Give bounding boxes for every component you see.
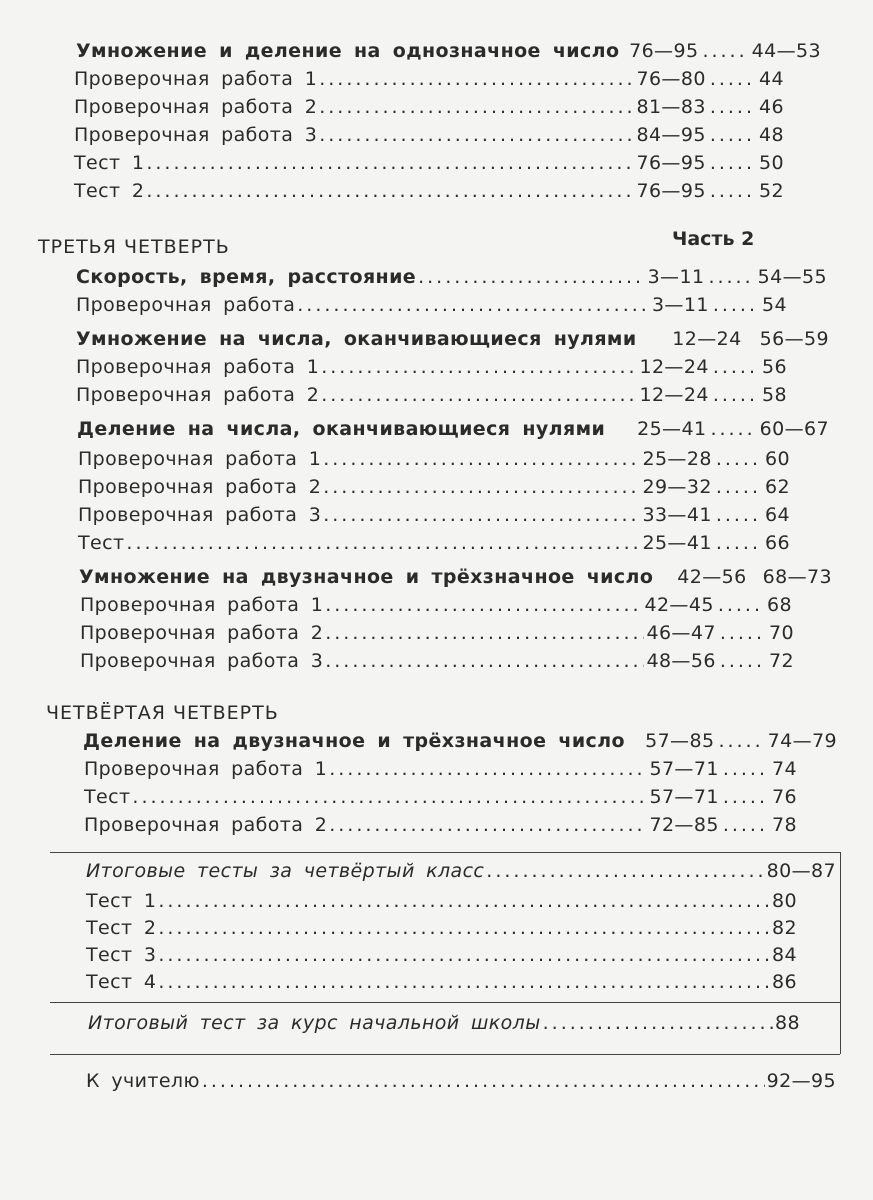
toc-entry: Проверочная работа 3 ..... 84—95 ..... 48 <box>74 124 784 152</box>
toc-entry: Проверочная работа 1 ..... 42—45 ..... 68 <box>80 594 792 622</box>
entry-label: Проверочная работа 2 <box>76 384 320 406</box>
entry-lessons: 44—53 <box>751 40 821 62</box>
quarter-heading: ТРЕТЬЯ ЧЕТВЕРТЬ <box>38 236 230 258</box>
quarter-heading: ЧЕТВЁРТАЯ ЧЕТВЕРТЬ <box>46 702 279 724</box>
toc-entry <box>86 944 797 972</box>
toc-entry-title <box>76 328 829 356</box>
toc-entry <box>86 971 797 999</box>
divider <box>50 852 840 853</box>
entry-label: Тест 1 <box>74 152 145 174</box>
entry-label: Скорость, время, расстояние <box>76 266 417 288</box>
entry-label: Проверочная работа 1 <box>74 68 318 90</box>
toc-entry-title: Умножение и деление на однозначное число 76—95 ..... 44—53 <box>76 40 821 62</box>
entry-label: Проверочная работа 2 <box>74 96 318 118</box>
entry-label: Проверочная работа <box>76 294 296 316</box>
entry-lessons: 74—79 <box>767 730 837 752</box>
entry-lessons: 52 <box>759 180 784 202</box>
entry-pages: 25—41 <box>637 418 707 440</box>
entry-lessons: 84 <box>772 944 797 966</box>
toc-entry-title: Скорость, время, расстояние ..... 3—11 ..... 54—55 <box>76 266 827 294</box>
entry-label: Проверочная работа 3 <box>78 504 322 526</box>
toc-entry-title: Деление на двузначное и трёхзначное число 57—85 ..... 74—79 <box>83 730 837 752</box>
entry-pages: 42—56 <box>677 566 747 588</box>
toc-entry: Проверочная работа 2 ..... 81—83 ..... 46 <box>74 96 784 124</box>
toc-entry: Проверочная работа 2 ..... 12—24 ..... 58 <box>76 384 787 412</box>
entry-lessons: 58 <box>762 384 787 406</box>
entry-label: Тест 4 <box>86 971 157 993</box>
entry-label: Проверочная работа 1 <box>80 594 324 616</box>
toc-entry <box>86 917 797 945</box>
entry-label: Тест <box>84 786 131 808</box>
entry-label: Проверочная работа 1 <box>84 758 328 780</box>
entry-label: Тест 1 <box>86 890 157 912</box>
toc-entry: Проверочная работа 1 ..... 12—24 ..... 56 <box>76 356 787 384</box>
toc-entry: Проверочная работа 1 ..... 57—71 ..... 74 <box>84 758 797 786</box>
toc-entry: Проверочная работа 2 ..... 72—85 ..... 78 <box>84 814 797 842</box>
toc-entry-title: Деление на числа, оканчивающиеся нулями 25—41 ..... 60—67 <box>77 418 829 440</box>
entry-pages: 33—41 <box>642 504 712 526</box>
entry-lessons: 86 <box>772 971 797 993</box>
entry-lessons: 56—59 <box>759 328 829 350</box>
entry-pages: 29—32 <box>642 476 712 498</box>
entry-lessons: 62 <box>765 476 790 498</box>
divider <box>840 1002 841 1054</box>
toc-entry: Тест 2 ..... 76—95 ..... 52 <box>74 180 784 208</box>
toc-entry: Проверочная работа ..... 3—11 ..... 54 <box>76 294 787 322</box>
toc-entry: Проверочная работа 2 ..... 46—47 ..... 70 <box>80 622 794 650</box>
entry-pages: 76—95 <box>636 152 706 174</box>
entry-label: Тест <box>78 532 125 554</box>
entry-label: Проверочная работа 2 <box>80 622 324 644</box>
entry-pages: 3—11 <box>647 266 705 288</box>
entry-pages: 12—24 <box>672 328 742 350</box>
divider <box>840 852 841 1002</box>
entry-label: Тест 2 <box>74 180 145 202</box>
entry-label: Умножение на двузначное и трёхзначное число <box>79 566 654 588</box>
entry-lessons: 68—73 <box>762 566 832 588</box>
toc-entry: Тест ..... 25—41 ..... 66 <box>78 532 790 560</box>
toc-entry: Тест 1 ..... 76—95 ..... 50 <box>74 152 784 180</box>
entry-lessons: 48 <box>759 124 784 146</box>
entry-label: Умножение и деление на однозначное число <box>76 40 620 62</box>
entry-pages: 48—56 <box>646 650 716 672</box>
entry-lessons: 54—55 <box>757 266 827 288</box>
entry-lessons: 82 <box>772 917 797 939</box>
entry-lessons: 64 <box>765 504 790 526</box>
entry-label: Проверочная работа 2 <box>84 814 328 836</box>
entry-label: Проверочная работа 1 <box>76 356 320 378</box>
entry-lessons: 66 <box>765 532 790 554</box>
entry-pages: 12—24 <box>639 356 709 378</box>
entry-pages: 25—28 <box>642 448 712 470</box>
entry-label: Деление на двузначное и трёхзначное число <box>83 730 625 752</box>
entry-lessons: 76 <box>772 786 797 808</box>
entry-pages: 57—85 <box>645 730 715 752</box>
entry-label: Итоговые тесты за четвёртый класс <box>86 860 485 882</box>
toc-entry-title <box>88 1012 800 1040</box>
toc-entry-title <box>86 860 836 888</box>
toc-entry: Проверочная работа 2 ..... 29—32 ..... 62 <box>78 476 790 504</box>
entry-pages: 76—95 <box>636 180 706 202</box>
entry-lessons: 60—67 <box>759 418 829 440</box>
entry-pages: 57—71 <box>649 786 719 808</box>
entry-label: Тест 3 <box>86 944 157 966</box>
entry-lessons: 88 <box>775 1012 800 1034</box>
entry-label: Проверочная работа 1 <box>78 448 322 470</box>
toc-entry: Проверочная работа 1 ..... 76—80 ..... 44 <box>74 68 784 96</box>
toc-entry-title <box>79 566 832 594</box>
entry-pages: 46—47 <box>646 622 716 644</box>
entry-label: Деление на числа, оканчивающиеся нулями <box>77 418 606 440</box>
part-label: Часть 2 <box>672 228 755 250</box>
entry-pages: 84—95 <box>636 124 706 146</box>
entry-label: Проверочная работа 3 <box>80 650 324 672</box>
entry-pages: 25—41 <box>642 532 712 554</box>
entry-lessons: 80—87 <box>766 860 836 882</box>
entry-lessons: 60 <box>765 448 790 470</box>
entry-pages: 42—45 <box>644 594 714 616</box>
entry-label: Умножение на числа, оканчивающиеся нулями <box>76 328 637 350</box>
entry-label: К учителю <box>86 1070 200 1092</box>
entry-lessons: 54 <box>762 294 787 316</box>
divider <box>50 1002 840 1003</box>
toc-entry <box>86 1070 836 1098</box>
entry-lessons: 72 <box>769 650 794 672</box>
entry-lessons: 46 <box>759 96 784 118</box>
toc-entry: Проверочная работа 3 ..... 33—41 ..... 64 <box>78 504 790 532</box>
entry-lessons: 74 <box>772 758 797 780</box>
entry-lessons: 92—95 <box>766 1070 836 1092</box>
entry-lessons: 50 <box>759 152 784 174</box>
entry-label: Проверочная работа 2 <box>78 476 322 498</box>
entry-lessons: 70 <box>769 622 794 644</box>
entry-pages: 12—24 <box>639 384 709 406</box>
toc-entry <box>86 890 797 918</box>
entry-lessons: 44 <box>759 68 784 90</box>
entry-label: Проверочная работа 3 <box>74 124 318 146</box>
entry-lessons: 56 <box>762 356 787 378</box>
toc-entry: Проверочная работа 3 ..... 48—56 ..... 72 <box>80 650 794 678</box>
entry-label: Итоговый тест за курс начальной школы <box>88 1012 541 1034</box>
entry-pages: 76—95 <box>629 40 699 62</box>
entry-pages: 76—80 <box>636 68 706 90</box>
entry-lessons: 80 <box>772 890 797 912</box>
divider <box>50 1054 840 1055</box>
entry-pages: 81—83 <box>636 96 706 118</box>
toc-entry: Тест ..... 57—71 ..... 76 <box>84 786 797 814</box>
toc-entry: Проверочная работа 1 ..... 25—28 ..... 60 <box>78 448 790 476</box>
entry-pages: 72—85 <box>649 814 719 836</box>
entry-pages: 3—11 <box>651 294 709 316</box>
entry-pages: 57—71 <box>649 758 719 780</box>
entry-label: Тест 2 <box>86 917 157 939</box>
entry-lessons: 78 <box>772 814 797 836</box>
entry-lessons: 68 <box>767 594 792 616</box>
